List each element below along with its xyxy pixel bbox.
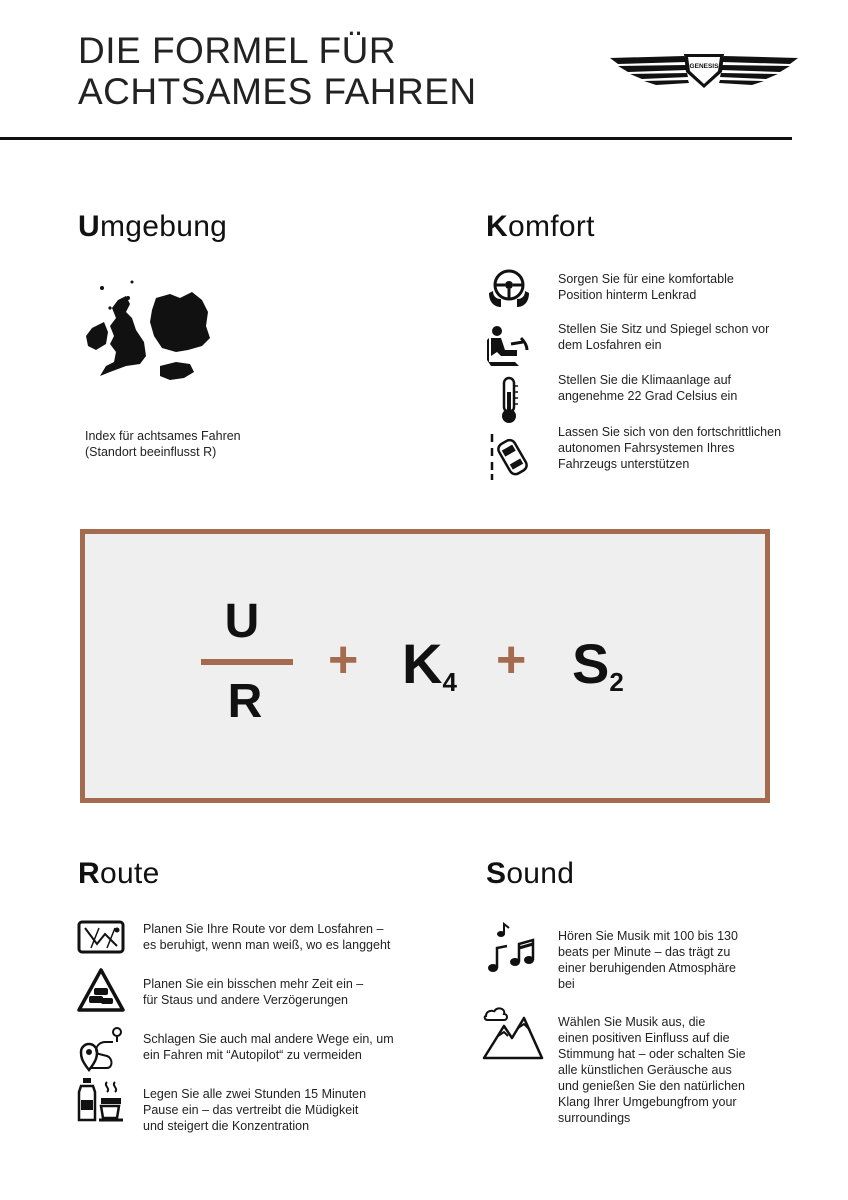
route-heading-initial: R	[78, 857, 100, 890]
formula-numerator: U	[224, 595, 260, 648]
coffee-break-icon	[77, 1076, 125, 1124]
sound-item-line: beats per Minute – das trägt zu	[558, 945, 731, 959]
genesis-logo	[608, 46, 800, 94]
route-heading-rest: oute	[99, 857, 160, 890]
komfort-item-line: dem Losfahren ein	[558, 338, 662, 352]
route-item-text	[143, 1086, 366, 1134]
sound-item-line: einer beruhigenden Atmosphäre	[558, 961, 736, 975]
formula-k-letter: K	[402, 632, 443, 695]
route-item-line: es beruhigt, wenn man weiß, wo es langgeht	[143, 938, 391, 952]
thermometer-icon	[485, 376, 533, 424]
fraction-bar	[201, 659, 293, 665]
umgebung-caption-line: (Standort beeinflusst R)	[85, 445, 217, 459]
komfort-item-text	[558, 424, 781, 472]
komfort-item-line: Fahrzeugs unterstützen	[558, 457, 690, 471]
sound-item-line: Klang Ihrer Umgebungfrom your	[558, 1095, 737, 1109]
car-lane-icon	[485, 432, 533, 480]
formula-s-subscript: 2	[609, 667, 624, 697]
europe-map-icon	[80, 278, 220, 388]
formula-s-letter: S	[572, 632, 610, 695]
komfort-item-line: Stellen Sie Sitz und Spiegel schon vor	[558, 322, 770, 336]
umgebung-caption	[85, 428, 241, 460]
sound-heading-rest: ound	[506, 857, 575, 890]
formula-k	[402, 632, 457, 714]
formula-denominator: R	[227, 675, 263, 728]
route-item-line: Planen Sie ein bisschen mehr Zeit ein –	[143, 977, 364, 991]
route-item-line: für Staus und andere Verzögerungen	[143, 993, 349, 1007]
route-item-line: Planen Sie Ihre Route vor dem Losfahren –	[143, 922, 384, 936]
traffic-jam-warning-icon	[77, 966, 125, 1014]
umgebung-heading-initial: U	[78, 210, 100, 243]
route-item-text	[143, 1031, 394, 1063]
route-item-line: Schlagen Sie auch mal andere Wege ein, um	[143, 1032, 394, 1046]
route-heading	[78, 857, 160, 891]
route-item-line: Pause ein – das vertreibt die Müdigkeit	[143, 1103, 359, 1117]
sound-heading	[486, 857, 574, 891]
komfort-item-text	[558, 372, 737, 404]
sound-item-text	[558, 928, 738, 992]
logo-text: GENESIS	[689, 63, 719, 70]
sound-item-line: bei	[558, 977, 575, 991]
sound-item-line: und genießen Sie den natürlichen	[558, 1079, 745, 1093]
komfort-heading-rest: omfort	[507, 210, 595, 243]
sound-heading-initial: S	[486, 857, 507, 890]
komfort-item-line: Stellen Sie die Klimaanlage auf	[558, 373, 732, 387]
plus-sign: +	[328, 631, 359, 689]
umgebung-caption-line: Index für achtsames Fahren	[85, 429, 241, 443]
umgebung-heading-rest: mgebung	[99, 210, 228, 243]
sound-item-line: Hören Sie Musik mit 100 bis 130	[558, 929, 738, 943]
sound-item-line: einen positiven Einfluss auf die	[558, 1031, 730, 1045]
komfort-item-text	[558, 321, 769, 353]
route-item-line: und steigert die Konzentration	[143, 1119, 310, 1133]
komfort-item-line: Position hinterm Lenkrad	[558, 288, 697, 302]
page-title-line-1: DIE FORMEL FÜR	[78, 30, 397, 71]
route-item-text	[143, 976, 363, 1008]
seated-driver-icon	[485, 322, 533, 370]
komfort-item-line: Sorgen Sie für eine komfortable	[558, 272, 734, 286]
steering-wheel-icon	[485, 263, 533, 311]
komfort-heading-initial: K	[486, 210, 508, 243]
page-title-line-2: ACHTSAMES FAHREN	[78, 71, 477, 112]
page-title	[78, 30, 477, 112]
header-divider	[0, 137, 792, 140]
sound-item-line: Stimmung hat – oder schalten Sie	[558, 1047, 746, 1061]
formula-k-subscript: 4	[442, 667, 457, 697]
music-notes-icon	[485, 922, 537, 974]
sound-item-line: Wählen Sie Musik aus, die	[558, 1015, 706, 1029]
route-pin-icon	[77, 1024, 125, 1072]
komfort-item-line: angenehme 22 Grad Celsius ein	[558, 389, 738, 403]
sound-item-text	[558, 1014, 746, 1126]
route-item-line: ein Fahren mit “Autopilot“ zu vermeiden	[143, 1048, 362, 1062]
formula-s	[572, 632, 624, 714]
plus-sign: +	[496, 631, 527, 689]
route-item-line: Legen Sie alle zwei Stunden 15 Minuten	[143, 1087, 367, 1101]
sound-item-line: surroundings	[558, 1111, 631, 1125]
umgebung-heading	[78, 210, 227, 244]
komfort-item-line: Lassen Sie sich von den fortschrittlichen	[558, 425, 782, 439]
komfort-heading	[486, 210, 595, 244]
komfort-item-text	[558, 271, 734, 303]
mountains-icon	[482, 1004, 544, 1060]
route-item-text	[143, 921, 390, 953]
map-icon	[77, 914, 125, 962]
sound-item-line: alle künstlichen Geräusche aus	[558, 1063, 732, 1077]
komfort-item-line: autonomen Fahrsystemen Ihres	[558, 441, 735, 455]
